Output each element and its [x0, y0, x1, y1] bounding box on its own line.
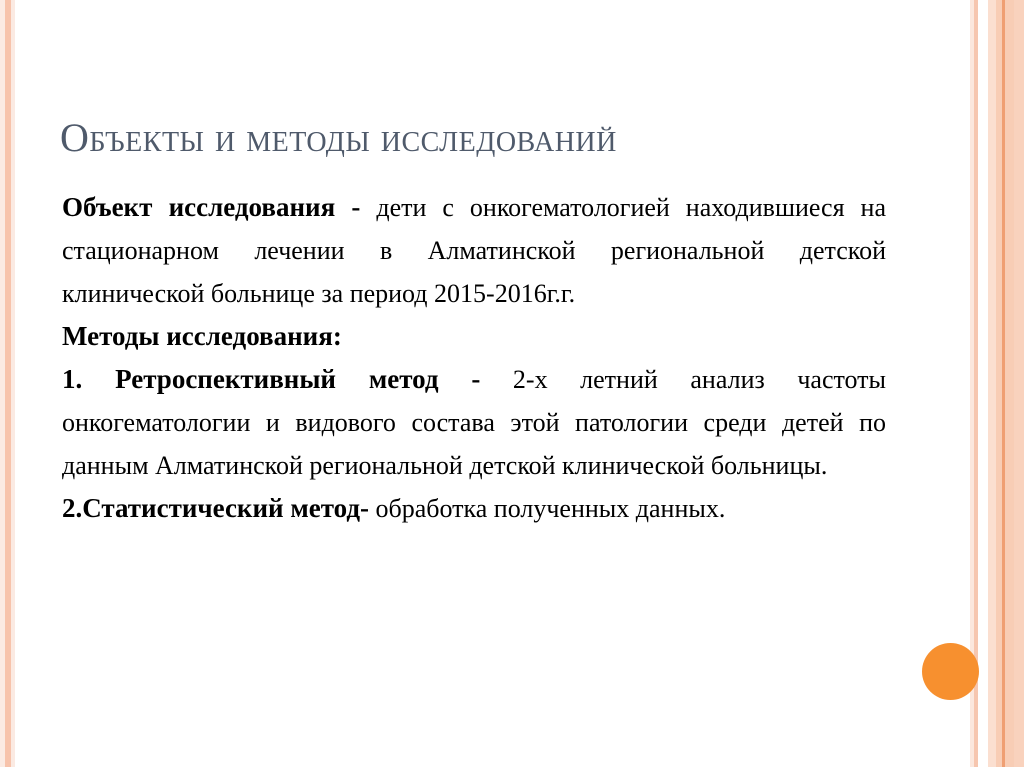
method-retrospective-text: 2-х летний анализ частоты онкогематологии и видового состава этой патологии среди детей по данным Алматинской региональной детской клинической больницы. [62, 365, 886, 480]
right-border-salmon-stripe [974, 0, 978, 767]
right-border-light-band [988, 0, 996, 767]
object-of-study-text: дети с онкогематологией находившиеся на стационарном лечении в Алматинской региональной детской клинической больнице за период 2015-2016г.г. [62, 193, 886, 308]
paragraph-object-of-study [62, 186, 886, 315]
slide-body [62, 186, 886, 530]
left-decorative-border [0, 0, 15, 767]
method-statistical-text: обработка полученных данных. [369, 494, 726, 523]
right-border-outer-band [1014, 0, 1024, 767]
object-of-study-label: Объект исследования - [62, 192, 361, 222]
page-title: Объекты и методы исследований [60, 114, 617, 160]
orange-accent-circle [922, 643, 979, 700]
paragraph-method-retrospective [62, 358, 886, 487]
paragraph-methods-heading [62, 315, 886, 358]
method-statistical-label: 2.Статистический метод- [62, 493, 370, 523]
methods-heading-label: Методы исследования: [62, 321, 342, 351]
method-retrospective-label: 1. Ретроспективный метод - [62, 364, 481, 394]
paragraph-method-statistical [62, 487, 886, 530]
left-border-salmon-stripe [5, 0, 11, 767]
right-decorative-border [966, 0, 1024, 767]
right-border-accent-line [1002, 0, 1005, 767]
